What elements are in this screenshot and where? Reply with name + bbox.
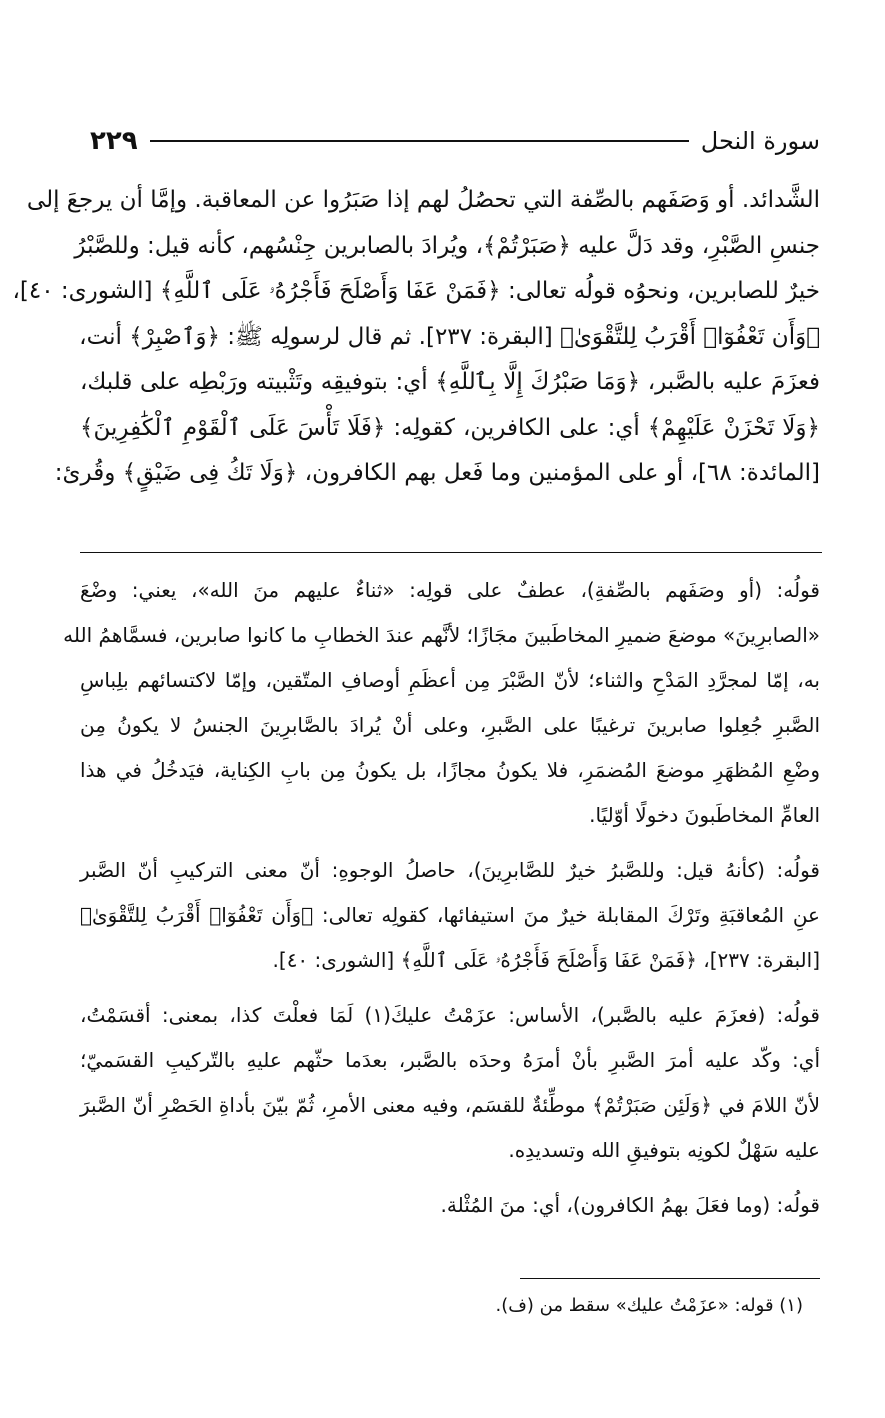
commentary-paragraph (80, 993, 820, 1173)
commentary-line: قولُه: (وما فعَلَ بهمُ الكافرون)، أي: منَ المُثْلة. (440, 1193, 820, 1217)
main-line: ﴿وَأَن تَعْفُوٓا۟ أَقْرَبُ لِلتَّقْوَىٰ﴾ [البقرة: ٢٣٧]. ثم قال لرسولِه ﷺ: ﴿وَٱصْبِرْ﴾ أنت، (79, 323, 820, 350)
main-line: الشَّدائد. أو وَصَفَهم بالصِّفة التي تحصُلُ لهم إذا صَبَرُوا عن المعاقبة. وإمَّا أن يرجعَ إلى (26, 187, 820, 213)
main-line: ﴿وَلَا تَحْزَنْ عَلَيْهِمْ﴾ أي: على الكافرين، كقولِه: ﴿فَلَا تَأْسَ عَلَى ٱلْقَوْمِ ٱلْكَٰفِرِينَ﴾ (80, 414, 820, 441)
header-rule (150, 140, 689, 142)
commentary-line: وضْعِ المُظهَرِ موضعَ المُضمَرِ، فلا يكونُ مجازًا، بل يكونُ مِن بابِ الكِناية، فيَدخُلُ في هذا (80, 758, 820, 782)
commentary-line: عليه سَهْلٌ لكونِه بتوفيقِ الله وتسديدِه. (508, 1138, 820, 1162)
main-line: فعزَمَ عليه بالصَّبر، ﴿وَمَا صَبْرُكَ إِلَّا بِٱللَّهِ﴾ أي: بتوفيقِه وتَثْبيته ورَبْطِه على قلبك، (80, 369, 820, 395)
commentary-paragraph (63, 568, 820, 838)
surah-title: سورة النحل (700, 127, 820, 155)
footnote: (١) قوله: «عزَمْتُ عليك» سقط من (ف). (495, 1295, 803, 1316)
commentary-line: أي: وكّد عليه أمرَ الصَّبرِ بأنْ أمرَهُ وحدَه بالصَّبر، بعدَما حثّهم عليهِ بالتّركيبِ القسَميّ؛ (80, 1048, 820, 1072)
commentary-paragraph (80, 1183, 820, 1228)
footnote-divider (520, 1278, 820, 1279)
commentary-line: الصَّبرِ جُعِلوا صابرينَ ترغيبًا على الصَّبرِ، وعلى أنْ يُرادَ بالصَّابرِينَ الجنسُ لا يكونُ مِن (80, 713, 820, 737)
page-header (90, 118, 820, 164)
commentary-line: لأنّ اللامَ في ﴿وَلَئِن صَبَرْتُمْ﴾ موطِّئةٌ للقسَم، وفيه معنى الأمرِ، ثُمّ بيّنَ بأداةِ الحَصْرِ أنّ الصَّبرَ (80, 1093, 820, 1117)
commentary-line: عنِ المُعاقبَةِ وتَرْكَ المقابلة خيرٌ منَ استيفائها، كقولِه تعالى: ﴿وَأَن تَعْفُوٓا۟ أَقْرَبُ لِلتَّقْوَىٰ﴾ (80, 903, 820, 927)
main-line: خيرٌ للصابرين، ونحوُه قولُه تعالى: ﴿فَمَنْ عَفَا وَأَصْلَحَ فَأَجْرُهُۥ عَلَى ٱللَّهِ﴾ [الشورى: ٤٠]، (12, 278, 820, 304)
main-line: [المائدة: ٦٨]، أو على المؤمنين وما فَعل بهم الكافرون، ﴿وَلَا تَكُ فِى ضَيْقٍ﴾ وقُرئ: (54, 460, 820, 486)
section-divider (80, 552, 822, 553)
commentary-line: «الصابرِينَ» موضعَ ضميرِ المخاطَبينَ مجَازًا؛ لأنَّهم عندَ الخطابِ ما كانوا صابرين، فسمَّاهمُ الله (63, 623, 820, 647)
commentary-line: قولُه: (كأنهُ قيل: وللصَّبرُ خيرٌ للصَّابرِينَ)، حاصلُ الوجوهِ: أنّ معنى التركيبِ أنّ الصَّبر (80, 858, 820, 882)
commentary (63, 568, 820, 1238)
commentary-line: قولُه: (أو وصَفَهم بالصِّفةِ)، عطفٌ على قولِه: «ثناءٌ عليهم منَ الله»، يعني: وضْعَ (80, 578, 820, 602)
commentary-paragraph (80, 848, 820, 983)
main-text (12, 178, 820, 497)
commentary-line: العامِّ المخاطَبونَ دخولًا أوّليًا. (589, 803, 820, 827)
commentary-line: [البقرة: ٢٣٧]، ﴿فَمَنْ عَفَا وَأَصْلَحَ فَأَجْرُهُۥ عَلَى ٱللَّهِ﴾ [الشورى: ٤٠]. (272, 948, 820, 972)
main-line: جنسِ الصَّبْرِ، وقد دَلَّ عليه ﴿صَبَرْتُمْ﴾، ويُرادَ بالصابرين جِنْسُهم، كأنه قيل: وللصَّبْرُ (74, 232, 820, 259)
commentary-line: به، إمّا لمجرَّدِ المَدْحِ والثناء؛ لأنّ الصَّبْرَ مِن أعظَمِ أوصافِ المتّقين، وإمّا لاكتسائهم بلِباسِ (80, 668, 820, 692)
page-number: ٢٢٩ (90, 126, 138, 156)
commentary-line: قولُه: (فعزَمَ عليه بالصَّبر)، الأساس: عزَمْتُ عليكَ(١) لَمَا فعلْتَ كذا، بمعنى: أقسَمْتُ، (80, 1003, 820, 1027)
